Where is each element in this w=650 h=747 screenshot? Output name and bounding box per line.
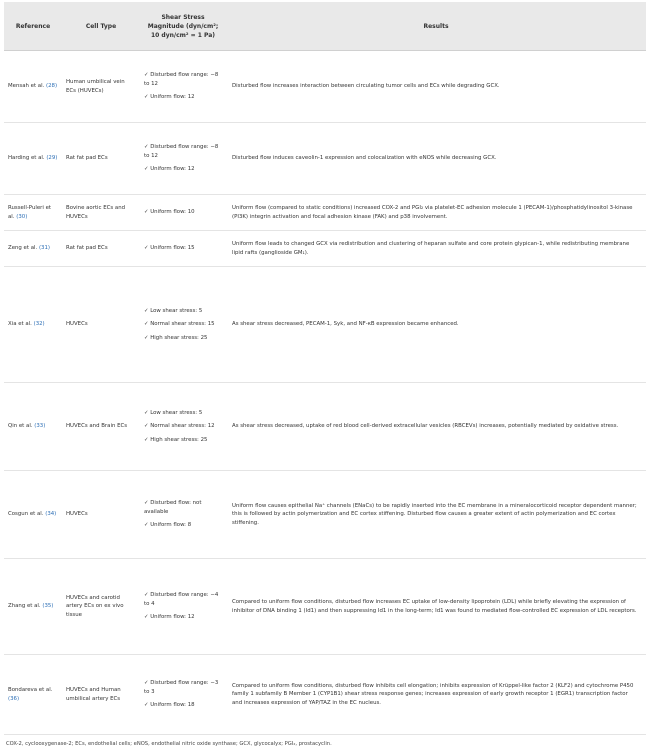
reference-author: Bondareva et al. bbox=[8, 686, 53, 693]
table-row bbox=[4, 471, 646, 559]
cell-shear-stress bbox=[140, 195, 226, 231]
cell-reference bbox=[4, 471, 62, 559]
cell-type: HUVECs bbox=[62, 267, 140, 383]
cell-results: As shear stress decreased, PECAM-1, Syk, and NF-κB expression became enhanced. bbox=[226, 267, 646, 383]
reference-link[interactable]: (33) bbox=[34, 423, 46, 430]
table-row bbox=[4, 559, 646, 655]
cell-type: Rat fat pad ECs bbox=[62, 123, 140, 195]
header-results: Results bbox=[226, 2, 646, 51]
table-row bbox=[4, 231, 646, 267]
cell-type: HUVECs and Human umbilical artery ECs bbox=[62, 655, 140, 735]
cell-reference bbox=[4, 51, 62, 123]
reference-author: Cosgun et al. bbox=[8, 511, 44, 518]
shear-stress-item: ✓ Uniform flow: 10 bbox=[144, 209, 195, 216]
reference-author: Zhang et al. bbox=[8, 603, 41, 610]
cell-results: Compared to uniform flow conditions, disturbed flow inhibits cell elongation; inhibits expression of Krüppel-like factor 2 (KLF2) and cytochrome P450 family 1 subfamily B Member 1 (CYP1B1) shear stress response genes; increases expression of early growth receptor 1 (EGR1) transcription factor and increases expression of YAP/TAZ in the EC nucleus. bbox=[226, 655, 646, 735]
shear-stress-item: ✓ High shear stress: 25 bbox=[144, 334, 208, 341]
reference-author: Harding et al. bbox=[8, 155, 45, 162]
cell-results: Disturbed flow induces caveolin-1 expression and colocalization with eNOS while decreasing GCX. bbox=[226, 123, 646, 195]
shear-stress-item: ✓ Disturbed flow range: −4 to 4 bbox=[144, 592, 219, 607]
cell-results: Uniform flow causes epithelial Na⁺ channels (ENaCs) to be rapidly inserted into the EC membrane in a mineralocorticoid receptor dependent manner; this is followed by actin polymerization and EC cortex stiffening. Disturbed flow causes a greater extent of actin polymerization and EC cortex stiffening. bbox=[226, 471, 646, 559]
table-row bbox=[4, 383, 646, 471]
cell-shear-stress bbox=[140, 559, 226, 655]
results-table bbox=[4, 2, 646, 735]
shear-stress-item: ✓ Uniform flow: 8 bbox=[144, 522, 192, 529]
reference-author: Zeng et al. bbox=[8, 245, 38, 252]
cell-type: HUVECs bbox=[62, 471, 140, 559]
cell-reference bbox=[4, 383, 62, 471]
cell-shear-stress bbox=[140, 471, 226, 559]
cell-shear-stress bbox=[140, 231, 226, 267]
shear-stress-item: ✓ Disturbed flow range: −8 to 12 bbox=[144, 72, 219, 87]
cell-results: As shear stress decreased, uptake of red blood cell-derived extracellular vesicles (RBCEVs) increases, potentially mediated by oxidative stress. bbox=[226, 383, 646, 471]
shear-stress-item: ✓ Normal shear stress: 15 bbox=[144, 321, 215, 328]
shear-stress-item: ✓ Low shear stress: 5 bbox=[144, 409, 203, 416]
cell-reference bbox=[4, 267, 62, 383]
shear-stress-item: ✓ Uniform flow: 12 bbox=[144, 166, 195, 173]
shear-stress-item: ✓ Uniform flow: 18 bbox=[144, 702, 195, 709]
cell-reference bbox=[4, 195, 62, 231]
cell-results: Uniform flow leads to changed GCX via redistribution and clustering of heparan sulfate and core protein glypican-1, while redistributing membrane lipid rafts (ganglioside GM₁). bbox=[226, 231, 646, 267]
table-row bbox=[4, 123, 646, 195]
shear-stress-item: ✓ High shear stress: 25 bbox=[144, 436, 208, 443]
reference-link[interactable]: (32) bbox=[33, 321, 45, 328]
table-row bbox=[4, 51, 646, 123]
shear-stress-item: ✓ Disturbed flow range: −8 to 12 bbox=[144, 144, 219, 159]
cell-type: Rat fat pad ECs bbox=[62, 231, 140, 267]
shear-stress-item: ✓ Uniform flow: 15 bbox=[144, 245, 195, 252]
cell-results: Disturbed flow increases interaction between circulating tumor cells and ECs while degrading GCX. bbox=[226, 51, 646, 123]
reference-link[interactable]: (29) bbox=[46, 155, 58, 162]
cell-shear-stress bbox=[140, 267, 226, 383]
cell-shear-stress bbox=[140, 383, 226, 471]
reference-link[interactable]: (34) bbox=[45, 511, 57, 518]
reference-link[interactable]: (31) bbox=[38, 245, 51, 252]
shear-stress-item: ✓ Low shear stress: 5 bbox=[144, 307, 203, 314]
reference-author: Qin et al. bbox=[8, 423, 33, 430]
header-shear-stress: Shear Stress Magnitude (dyn/cm²; 10 dyn/cm² = 1 Pa) bbox=[140, 2, 226, 51]
cell-shear-stress bbox=[140, 51, 226, 123]
shear-stress-item: ✓ Disturbed flow range: −3 to 3 bbox=[144, 680, 219, 695]
cell-shear-stress bbox=[140, 123, 226, 195]
shear-stress-item: ✓ Normal shear stress: 12 bbox=[144, 423, 215, 430]
reference-author: Mensah et al. bbox=[8, 83, 45, 90]
shear-stress-item: ✓ Uniform flow: 12 bbox=[144, 614, 195, 621]
table-header-row bbox=[4, 2, 646, 51]
reference-link[interactable]: (28) bbox=[46, 83, 58, 90]
reference-author: Russell-Puleri et al. bbox=[8, 204, 52, 220]
cell-type: HUVECs and carotid artery ECs on ex vivo tissue bbox=[62, 559, 140, 655]
cell-results: Compared to uniform flow conditions, disturbed flow increases EC uptake of low-density lipoprotein (LDL) while briefly elevating the expression of inhibitor of DNA binding 1 (Id1) and then suppressing Id1 in the long-term; Id1 was found to mediated flow-controlled EC expression of LDL receptors. bbox=[226, 559, 646, 655]
table-row bbox=[4, 267, 646, 383]
shear-stress-item: ✓ Disturbed flow: not available bbox=[144, 500, 202, 515]
table-row bbox=[4, 195, 646, 231]
cell-results: Uniform flow (compared to static conditions) increased COX-2 and PGI₂ via platelet-EC adhesion molecule 1 (PECAM-1)/phosphatidylinositol 3-kinase (PI3K) integrin activation and focal adhesion kinase (FAK) and p38 involvement. bbox=[226, 195, 646, 231]
header-reference: Reference bbox=[4, 2, 62, 51]
reference-link[interactable]: (36) bbox=[8, 695, 20, 702]
cell-type: Bovine aortic ECs and HUVECs bbox=[62, 195, 140, 231]
shear-stress-item: ✓ Uniform flow: 12 bbox=[144, 94, 195, 101]
table-footnote: COX-2, cyclooxygenase-2; ECs, endothelial cells; eNOS, endothelial nitric oxide synthase; GCX, glycocalyx; PGI₂, prostacyclin. bbox=[6, 741, 332, 747]
cell-reference bbox=[4, 123, 62, 195]
header-cell-type: Cell Type bbox=[62, 2, 140, 51]
reference-author: Xia et al. bbox=[8, 321, 32, 328]
cell-reference bbox=[4, 231, 62, 267]
cell-type: HUVECs and Brain ECs bbox=[62, 383, 140, 471]
reference-link[interactable]: (30) bbox=[16, 213, 28, 220]
cell-reference bbox=[4, 559, 62, 655]
reference-link[interactable]: (35) bbox=[42, 603, 54, 610]
cell-type: Human umbilical vein ECs (HUVECs) bbox=[62, 51, 140, 123]
